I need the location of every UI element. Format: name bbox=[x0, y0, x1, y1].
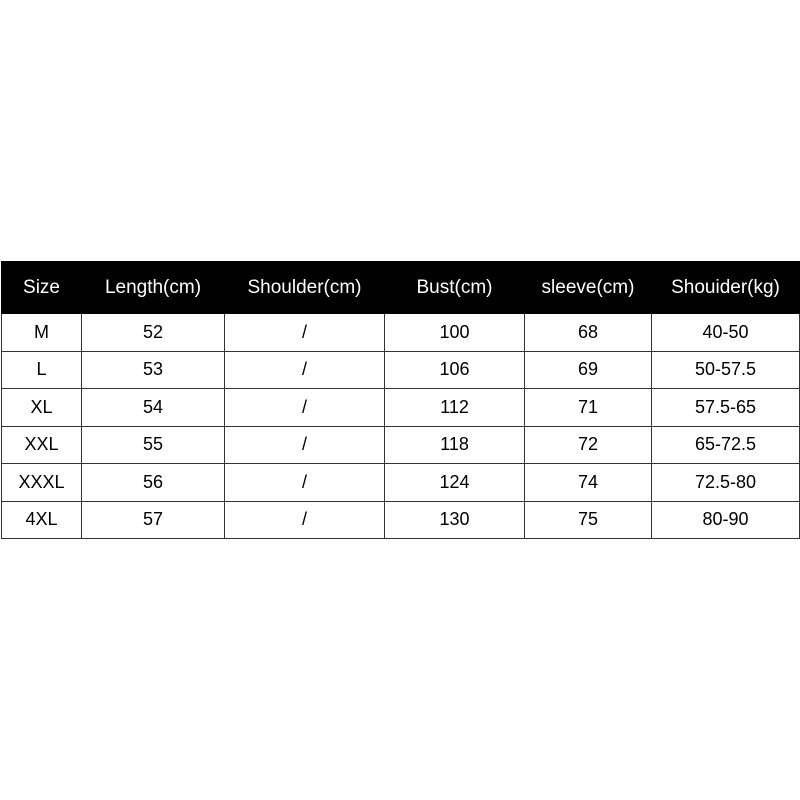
cell-length: 54 bbox=[82, 389, 225, 427]
cell-weight: 65-72.5 bbox=[652, 426, 800, 464]
table-row bbox=[2, 426, 800, 464]
cell-size: M bbox=[2, 314, 82, 352]
cell-sleeve: 75 bbox=[525, 501, 652, 539]
cell-size: 4XL bbox=[2, 501, 82, 539]
header-length: Length(cm) bbox=[82, 262, 225, 314]
table-row bbox=[2, 314, 800, 352]
header-bust: Bust(cm) bbox=[385, 262, 525, 314]
table-row bbox=[2, 351, 800, 389]
header-weight: Shouider(kg) bbox=[652, 262, 800, 314]
cell-sleeve: 72 bbox=[525, 426, 652, 464]
cell-weight: 50-57.5 bbox=[652, 351, 800, 389]
cell-sleeve: 68 bbox=[525, 314, 652, 352]
table-row bbox=[2, 464, 800, 502]
header-size: Size bbox=[2, 262, 82, 314]
cell-length: 52 bbox=[82, 314, 225, 352]
cell-shoulder: / bbox=[225, 314, 385, 352]
cell-bust: 112 bbox=[385, 389, 525, 427]
cell-weight: 40-50 bbox=[652, 314, 800, 352]
cell-length: 53 bbox=[82, 351, 225, 389]
cell-size: XL bbox=[2, 389, 82, 427]
cell-bust: 100 bbox=[385, 314, 525, 352]
cell-bust: 106 bbox=[385, 351, 525, 389]
cell-sleeve: 74 bbox=[525, 464, 652, 502]
size-chart-table bbox=[1, 261, 800, 539]
cell-length: 55 bbox=[82, 426, 225, 464]
cell-length: 56 bbox=[82, 464, 225, 502]
cell-shoulder: / bbox=[225, 464, 385, 502]
table-row bbox=[2, 389, 800, 427]
header-sleeve: sleeve(cm) bbox=[525, 262, 652, 314]
cell-weight: 57.5-65 bbox=[652, 389, 800, 427]
cell-sleeve: 69 bbox=[525, 351, 652, 389]
cell-bust: 124 bbox=[385, 464, 525, 502]
cell-shoulder: / bbox=[225, 351, 385, 389]
cell-shoulder: / bbox=[225, 501, 385, 539]
cell-shoulder: / bbox=[225, 389, 385, 427]
cell-size: L bbox=[2, 351, 82, 389]
cell-weight: 72.5-80 bbox=[652, 464, 800, 502]
cell-length: 57 bbox=[82, 501, 225, 539]
cell-bust: 118 bbox=[385, 426, 525, 464]
table-row bbox=[2, 501, 800, 539]
cell-sleeve: 71 bbox=[525, 389, 652, 427]
cell-size: XXXL bbox=[2, 464, 82, 502]
cell-weight: 80-90 bbox=[652, 501, 800, 539]
header-shoulder: Shoulder(cm) bbox=[225, 262, 385, 314]
cell-bust: 130 bbox=[385, 501, 525, 539]
cell-size: XXL bbox=[2, 426, 82, 464]
table-header-row bbox=[2, 262, 800, 314]
cell-shoulder: / bbox=[225, 426, 385, 464]
